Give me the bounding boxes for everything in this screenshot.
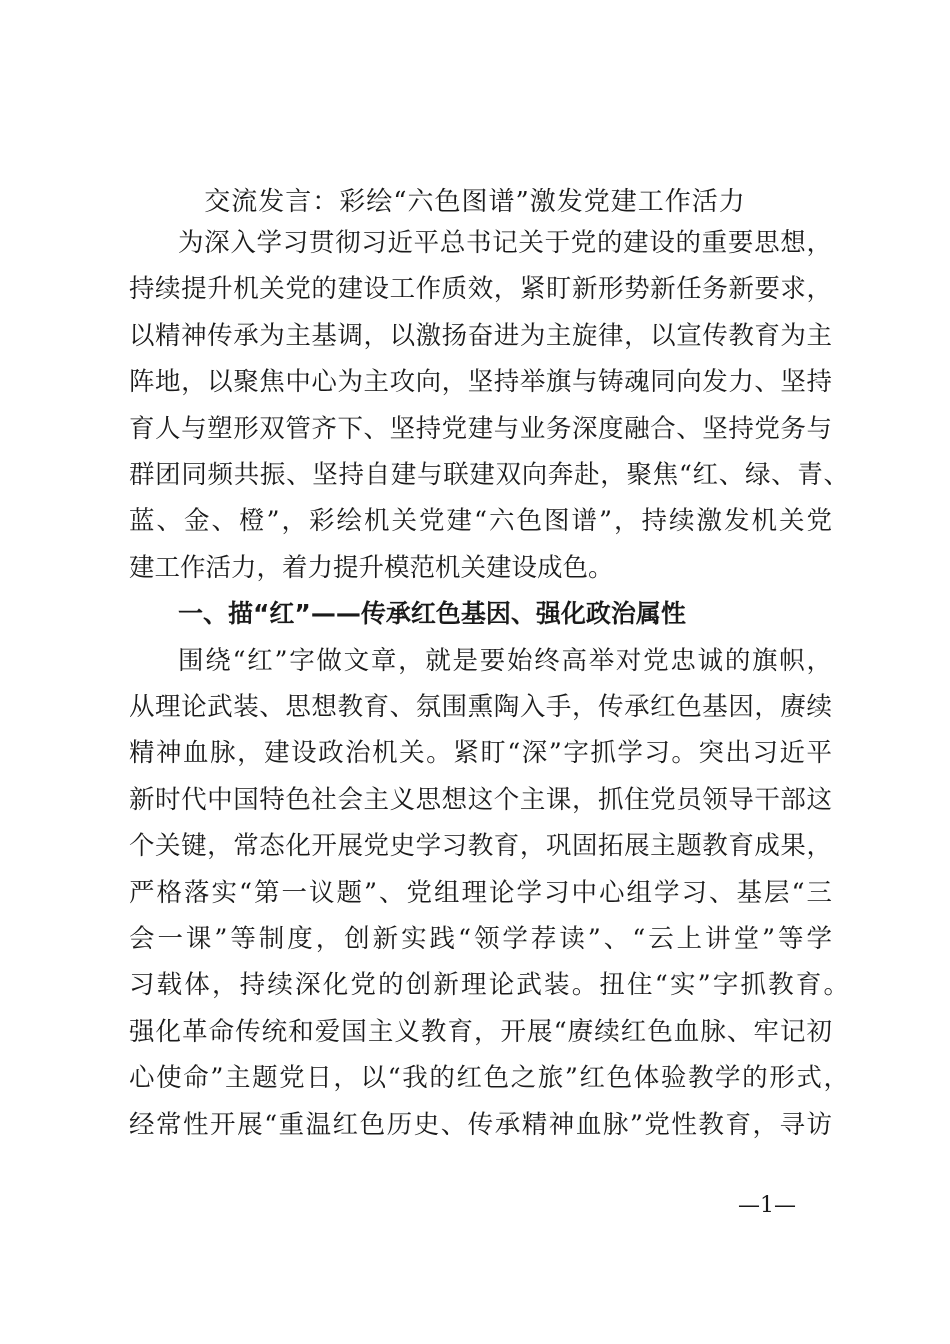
section1-line-1: 围绕“红”字做文章，就是要始终高举对党忠诚的旗帜，	[178, 645, 832, 676]
section1-line-11: 经常性开展“重温红色历史、传承精神血脉”党性教育，寻访	[129, 1109, 832, 1140]
section1-line-5: 个关键，常态化开展党史学习教育，巩固拓展主题教育成果，	[129, 831, 832, 862]
section1-line-10: 心使命”主题党日，以“我的红色之旅”红色体验教学的形式，	[129, 1063, 849, 1094]
section1-line-4: 新时代中国特色社会主义思想这个主课，抓住党员领导干部这	[129, 784, 832, 815]
section-heading: 一、描“红”——传承红色基因、强化政治属性	[178, 599, 686, 629]
intro-line-8: 建工作活力，着力提升模范机关建设成色。	[129, 552, 614, 583]
section1-line-7: 会一课”等制度，创新实践“领学荐读”、“云上讲堂”等学	[129, 924, 832, 954]
section1-line-8: 习载体，持续深化党的创新理论武装。扭住“实”字抓教育。	[129, 970, 849, 1001]
intro-line-7: 蓝、金、橙”，彩绘机关党建“六色图谱”，持续激发机关党	[129, 506, 832, 537]
intro-line-2: 持续提升机关党的建设工作质效，紧盯新形势新任务新要求，	[129, 274, 832, 305]
intro-line-6: 群团同频共振、坚持自建与联建双向奔赴，聚焦“红、绿、青、	[129, 460, 849, 490]
intro-line-4: 阵地，以聚焦中心为主攻向，坚持举旗与铸魂同向发力、坚持	[129, 367, 832, 398]
section1-line-6: 严格落实“第一议题”、党组理论学习中心组学习、基层“三	[129, 877, 832, 908]
section1-line-3: 精神血脉，建设政治机关。紧盯“深”字抓学习。突出习近平	[129, 738, 832, 769]
page-number: —1—	[738, 1193, 796, 1218]
intro-line-3: 以精神传承为主基调，以激扬奋进为主旋律，以宣传教育为主	[129, 320, 832, 351]
section1-line-9: 强化革命传统和爱国主义教育，开展“赓续红色血脉、牢记初	[129, 1016, 832, 1047]
intro-line-5: 育人与塑形双管齐下、坚持党建与业务深度融合、坚持党务与	[129, 413, 832, 444]
document-title: 交流发言：彩绘“六色图谱”激发党建工作活力	[204, 187, 746, 217]
section1-line-2: 从理论武装、思想教育、氛围熏陶入手，传承红色基因，赓续	[129, 692, 832, 722]
intro-line-1: 为深入学习贯彻习近平总书记关于党的建设的重要思想，	[178, 228, 832, 258]
